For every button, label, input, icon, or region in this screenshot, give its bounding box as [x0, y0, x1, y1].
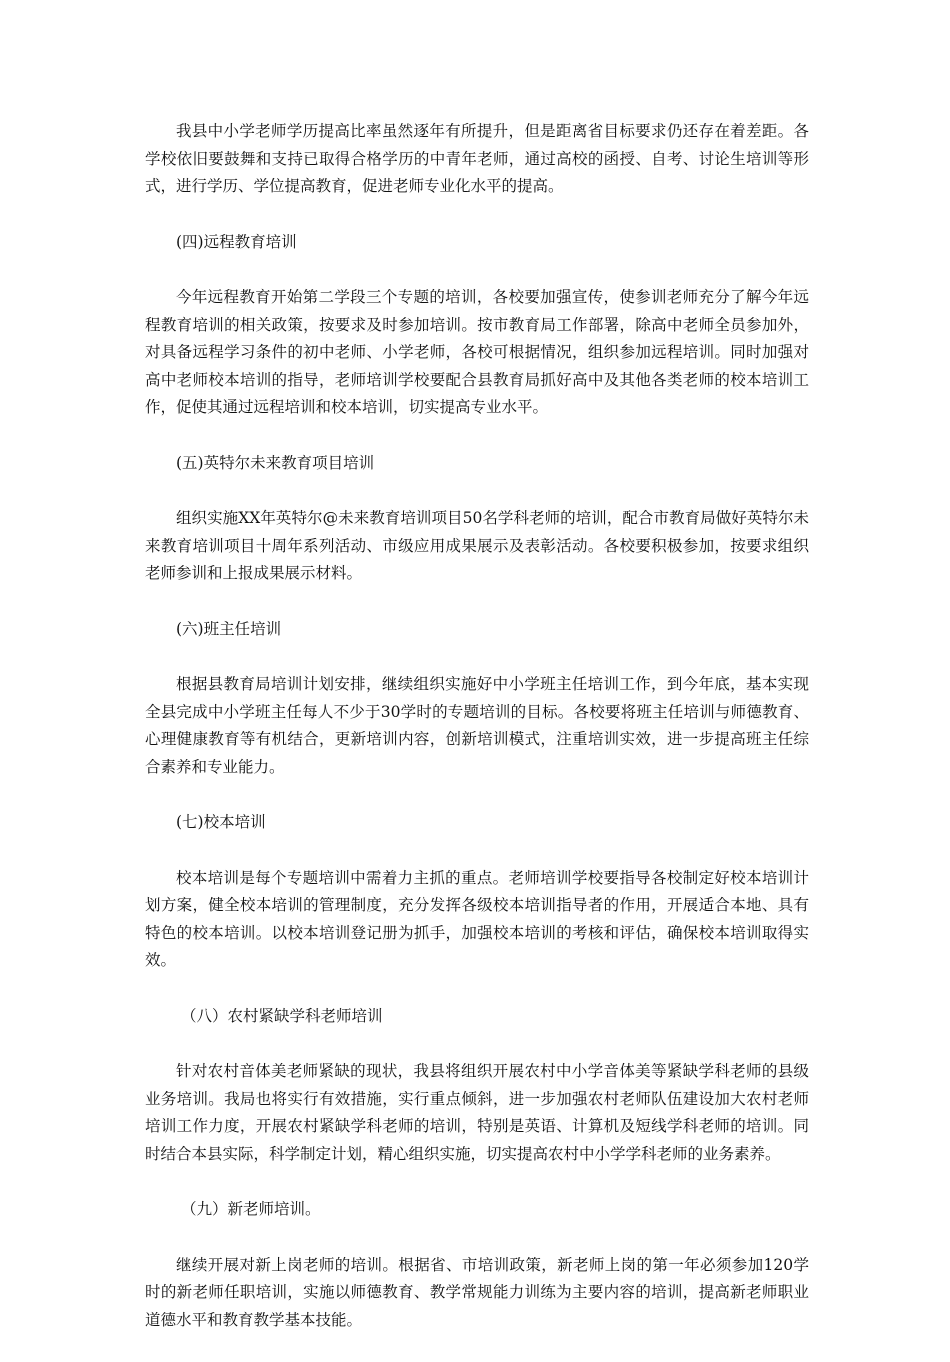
paragraph-intel-future-education: 组织实施XX年英特尔@未来教育培训项目50名学科老师的培训，配合市教育局做好英特尔未来教育培训项目十周年系列活动、市级应用成果展示及表彰活动。各校要积极参加，按要求组织老师参训和上报成果展示材料。 [145, 509, 809, 582]
heading-intel-future-education: (五)英特尔未来教育项目培训 [176, 453, 375, 472]
heading-remote-education: (四)远程教育培训 [176, 232, 297, 251]
heading-class-teacher-training: (六)班主任培训 [176, 619, 282, 638]
paragraph-rural-shortage-subjects: 针对农村音体美老师紧缺的现状，我县将组织开展农村中小学音体美等紧缺学科老师的县级业务培训。我局也将实行有效措施，实行重点倾斜，进一步加强农村老师队伍建设加大农村老师培训工作力度，开展农村紧缺学科老师的培训，特别是英语、计算机及短线学科老师的培训。同时结合本县实际，科学制定计划，精心组织实施，切实提高农村中小学学科老师的业务素养。 [145, 1062, 809, 1163]
paragraph-class-teacher-training: 根据县教育局培训计划安排，继续组织实施好中小学班主任培训工作，到今年底，基本实现全县完成中小学班主任每人不少于30学时的专题培训的目标。各校要将班主任培训与师德教育、心理健康教育等有机结合，更新培训内容，创新培训模式，注重培训实效，进一步提高班主任综合素养和专业能力。 [145, 675, 809, 776]
heading-new-teacher-training: （九）新老师培训。 [181, 1200, 321, 1218]
heading-rural-shortage-subjects: （八）农村紧缺学科老师培训 [181, 1006, 383, 1025]
heading-school-based-training: (七)校本培训 [176, 813, 266, 831]
document-body [145, 118, 809, 1362]
paragraph-school-based-training: 校本培训是每个专题培训中需着力主抓的重点。老师培训学校要指导各校制定好校本培训计划方案，健全校本培训的管理制度，充分发挥各级校本培训指导者的作用，开展适合本地、具有特色的校本培训。以校本培训登记册为抓手，加强校本培训的考核和评估，确保校本培训取得实效。 [145, 868, 809, 969]
paragraph-remote-education: 今年远程教育开始第二学段三个专题的培训，各校要加强宣传，使参训老师充分了解今年远程教育培训的相关政策，按要求及时参加培训。按市教育局工作部署，除高中老师全员参加外，对具备远程学习条件的初中老师、小学老师，各校可根据情况，组织参加远程培训。同时加强对高中老师校本培训的指导，老师培训学校要配合县教育局抓好高中及其他各类老师的校本培训工作，促使其通过远程培训和校本培训，切实提高专业水平。 [145, 288, 809, 416]
paragraph-degree-improvement: 我县中小学老师学历提高比率虽然逐年有所提升，但是距离省目标要求仍还存在着差距。各学校依旧要鼓舞和支持已取得合格学历的中青年老师，通过高校的函授、自考、讨论生培训等形式，进行学历、学位提高教育，促进老师专业化水平的提高。 [145, 122, 809, 195]
paragraph-new-teacher-training: 继续开展对新上岗老师的培训。根据省、市培训政策，新老师上岗的第一年必须参加120学时的新老师任职培训，实施以师德教育、教学常规能力训练为主要内容的培训，提高新老师职业道德水平和教育教学基本技能。 [145, 1255, 809, 1329]
